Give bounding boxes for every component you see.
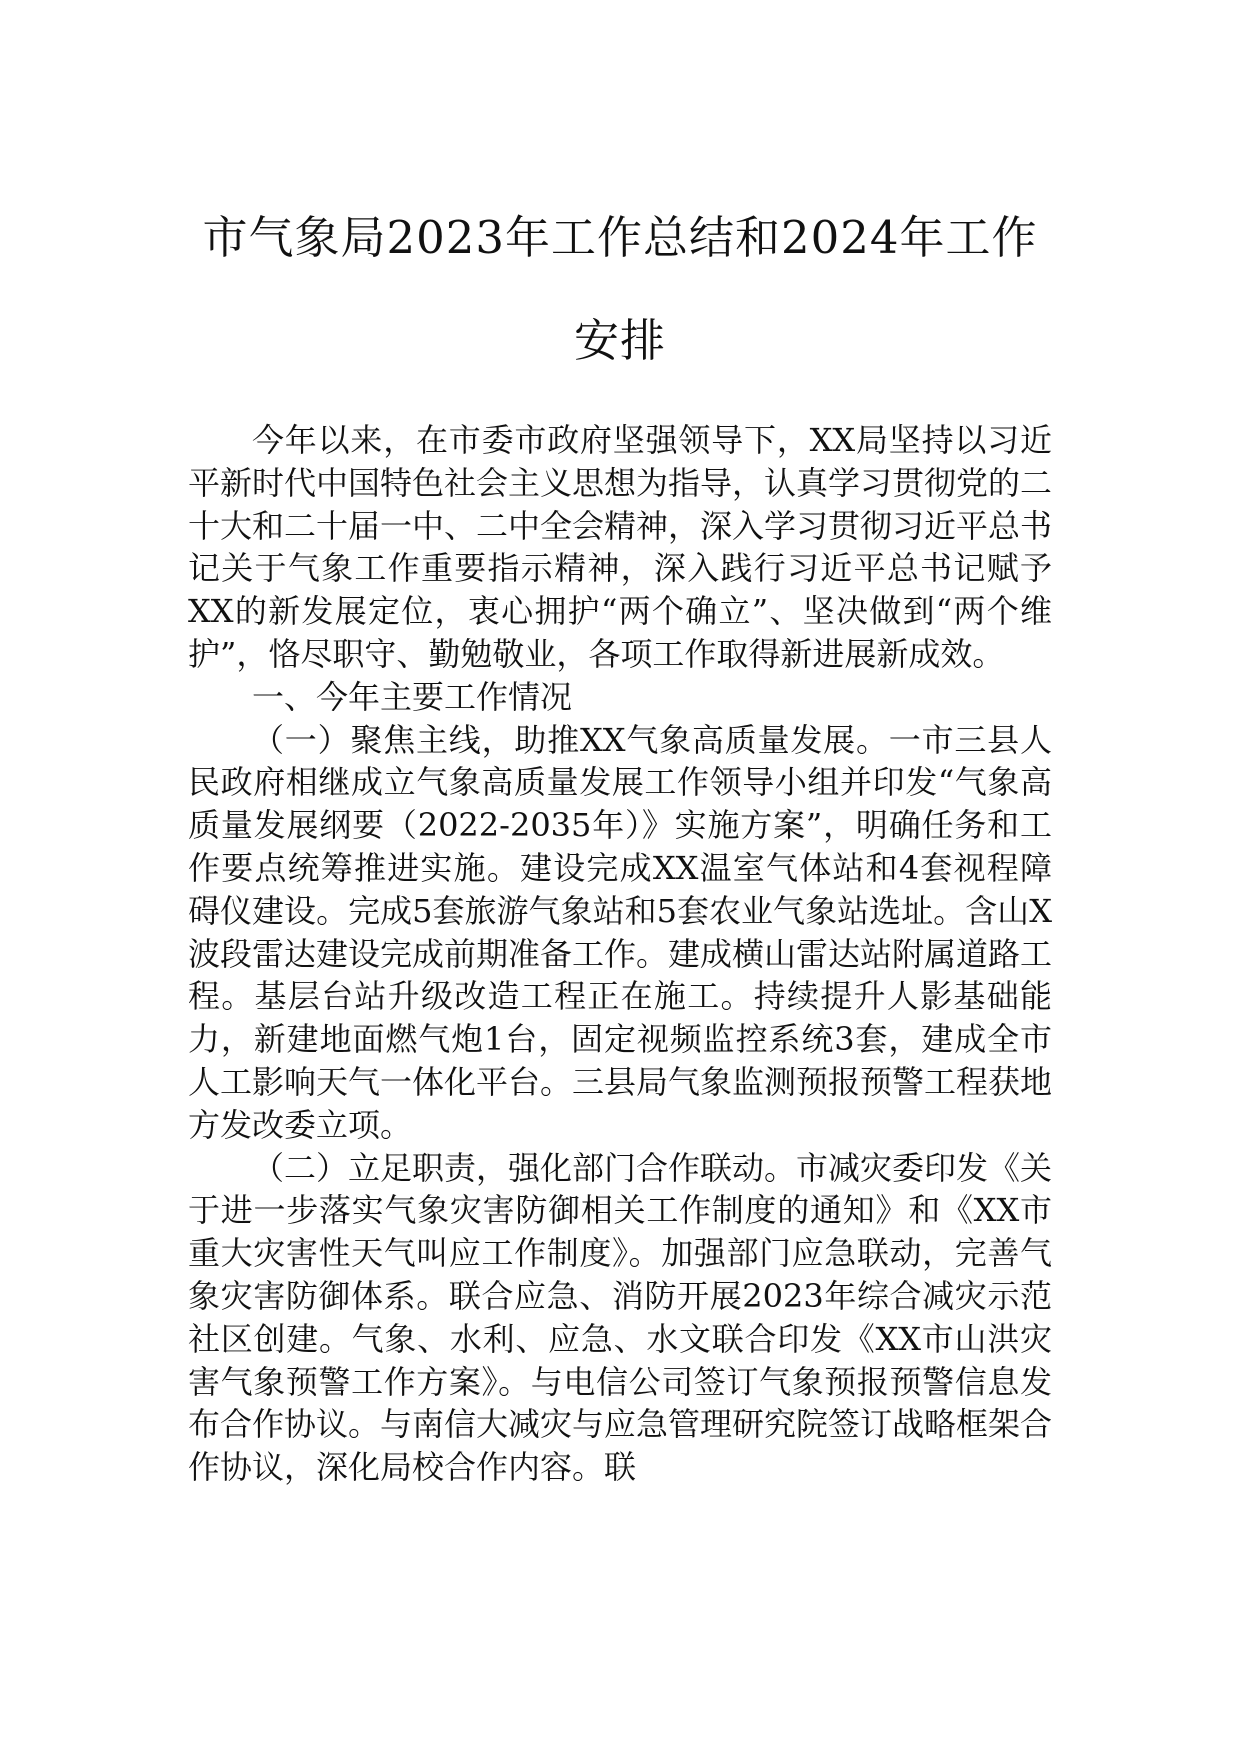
section-heading: 一、今年主要工作情况 [252,677,573,716]
document-title: 市气象局2023年工作总结和2024年工作安排 [202,211,1038,367]
document-body [188,419,1052,1489]
subsection-paragraph-1: （一）聚焦主线，助推XX气象高质量发展。一市三县人民政府相继成立气象高质量发展工作领导小组并印发“气象高质量发展纲要（2022-2035年）》实施方案”，明确任务和工作要点统筹推进实施。建设完成XX温室气体站和4套视程障碍仪建设。完成5套旅游气象站和5套农业气象站选址。含山X波段雷达建设完成前期准备工作。建成横山雷达站附属道路工程。基层台站升级改造工程正在施工。持续提升人影基础能力，新建地面燃气炮1台，固定视频监控系统3套，建成全市人工影响天气一体化平台。三县局气象监测预报预警工程获地方发改委立项。 [188,720,1053,1144]
subsection-paragraph-2: （二）立足职责，强化部门合作联动。市减灾委印发《关于进一步落实气象灾害防御相关工作制度的通知》和《XX市重大灾害性天气叫应工作制度》。加强部门应急联动，完善气象灾害防御体系。联合应急、消防开展2023年综合减灾示范社区创建。气象、水利、应急、水文联合印发《XX市山洪灾害气象预警工作方案》。与电信公司签订气象预报预警信息发布合作协议。与南信大减灾与应急管理研究院签订战略框架合作协议，深化局校合作内容。联 [188,1148,1053,1487]
intro-paragraph: 今年以来，在市委市政府坚强领导下，XX局坚持以习近平新时代中国特色社会主义思想为指导，认真学习贯彻党的二十大和二十届一中、二中全会精神，深入学习贯彻习近平总书记关于气象工作重要指示精神，深入践行习近平总书记赋予XX的新发展定位，衷心拥护“两个确立”、坚决做到“两个维护”，恪尽职守、勤勉敬业，各项工作取得新进展新成效。 [188,421,1053,673]
